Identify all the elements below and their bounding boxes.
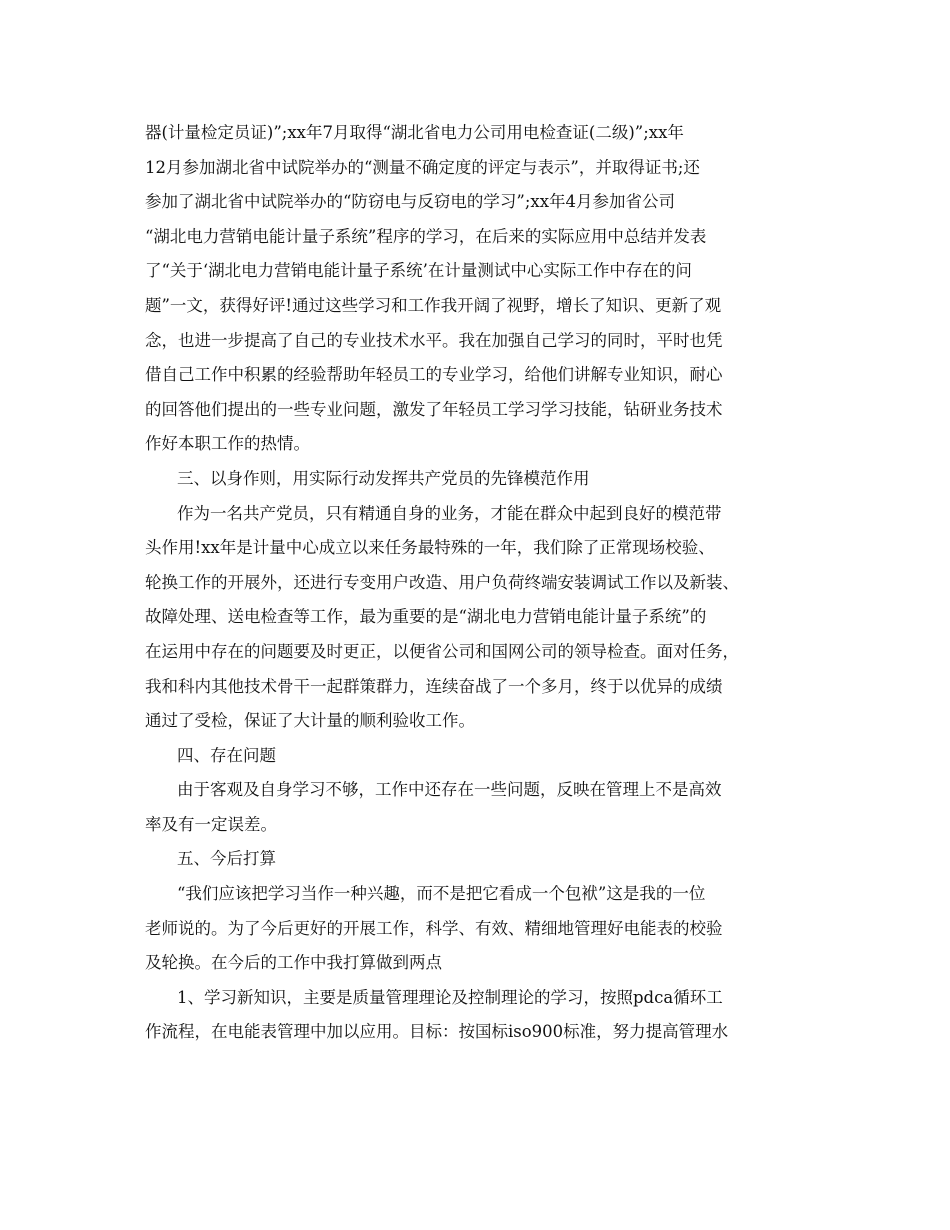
- section-heading: 三、以身作则，用实际行动发挥共产党员的先锋模范作用: [177, 468, 590, 488]
- text-line: 通过了受检，保证了大计量的顺利验收工作。: [145, 711, 475, 731]
- text-line: 头作用!xx年是计量中心成立以来任务最特殊的一年，我们除了正常现场校验、: [145, 538, 715, 558]
- text-line: 器(计量检定员证)”;xx年7月取得“湖北省电力公司用电检查证(二级)”;xx年: [145, 123, 684, 142]
- text-line: “湖北电力营销电能计量子系统”程序的学习，在后来的实际应用中总结并发表: [145, 226, 707, 246]
- text-line: 12月参加湖北省中试院举办的“测量不确定度的评定与表示”，并取得证书;还: [145, 157, 700, 177]
- text-line: 参加了湖北省中试院举办的“防窃电与反窃电的学习”;xx年4月参加省公司: [145, 192, 676, 212]
- text-line: 由于客观及自身学习不够，工作中还存在一些问题，反映在管理上不是高效: [177, 780, 722, 800]
- text-line: 及轮换。在今后的工作中我打算做到两点: [145, 953, 442, 973]
- section-heading: 五、今后打算: [177, 849, 276, 869]
- text-line: 老师说的。为了今后更好的开展工作，科学、有效、精细地管理好电能表的校验: [145, 918, 723, 938]
- text-line: 故障处理、送电检查等工作，最为重要的是“湖北电力营销电能计量子系统”的: [145, 607, 707, 627]
- text-line: 在运用中存在的问题要及时更正，以便省公司和国网公司的领导检查。面对任务，: [145, 641, 739, 661]
- text-line: 作好本职工作的热情。: [145, 434, 310, 454]
- text-line: 作为一名共产党员，只有精通自身的业务，才能在群众中起到良好的模范带: [177, 503, 722, 523]
- text-line: 的回答他们提出的一些专业问题，激发了年轻员工学习学习技能，钻研业务技术: [145, 399, 723, 419]
- document-body: [145, 116, 805, 1050]
- text-line: 借自己工作中积累的经验帮助年轻员工的专业学习，给他们讲解专业知识，耐心: [145, 365, 723, 385]
- text-line: 轮换工作的开展外，还进行专变用户改造、用户负荷终端安装调试工作以及新装、: [145, 572, 739, 592]
- text-line: 率及有一定误差。: [145, 814, 277, 834]
- section-heading: 四、存在问题: [177, 745, 276, 765]
- list-item: 1、学习新知识，主要是质量管理理论及控制理论的学习，按照pdca循环工: [177, 987, 723, 1007]
- text-line: 作流程，在电能表管理中加以应用。目标：按国标iso900标准，努力提高管理水: [145, 1022, 729, 1042]
- text-line: “我们应该把学习当作一种兴趣，而不是把它看成一个包袱”这是我的一位: [177, 884, 706, 904]
- text-line: 念，也进一步提高了自己的专业技术水平。我在加强自己学习的同时，平时也凭: [145, 330, 723, 350]
- text-line: 题”一文，获得好评!通过这些学习和工作我开阔了视野，增长了知识、更新了观: [145, 295, 722, 315]
- text-line: 我和科内其他技术骨干一起群策群力，连续奋战了一个多月，终于以优异的成绩: [145, 676, 723, 696]
- text-line: 了“关于‘湖北电力营销电能计量子系统’在计量测试中心实际工作中存在的问: [145, 261, 692, 281]
